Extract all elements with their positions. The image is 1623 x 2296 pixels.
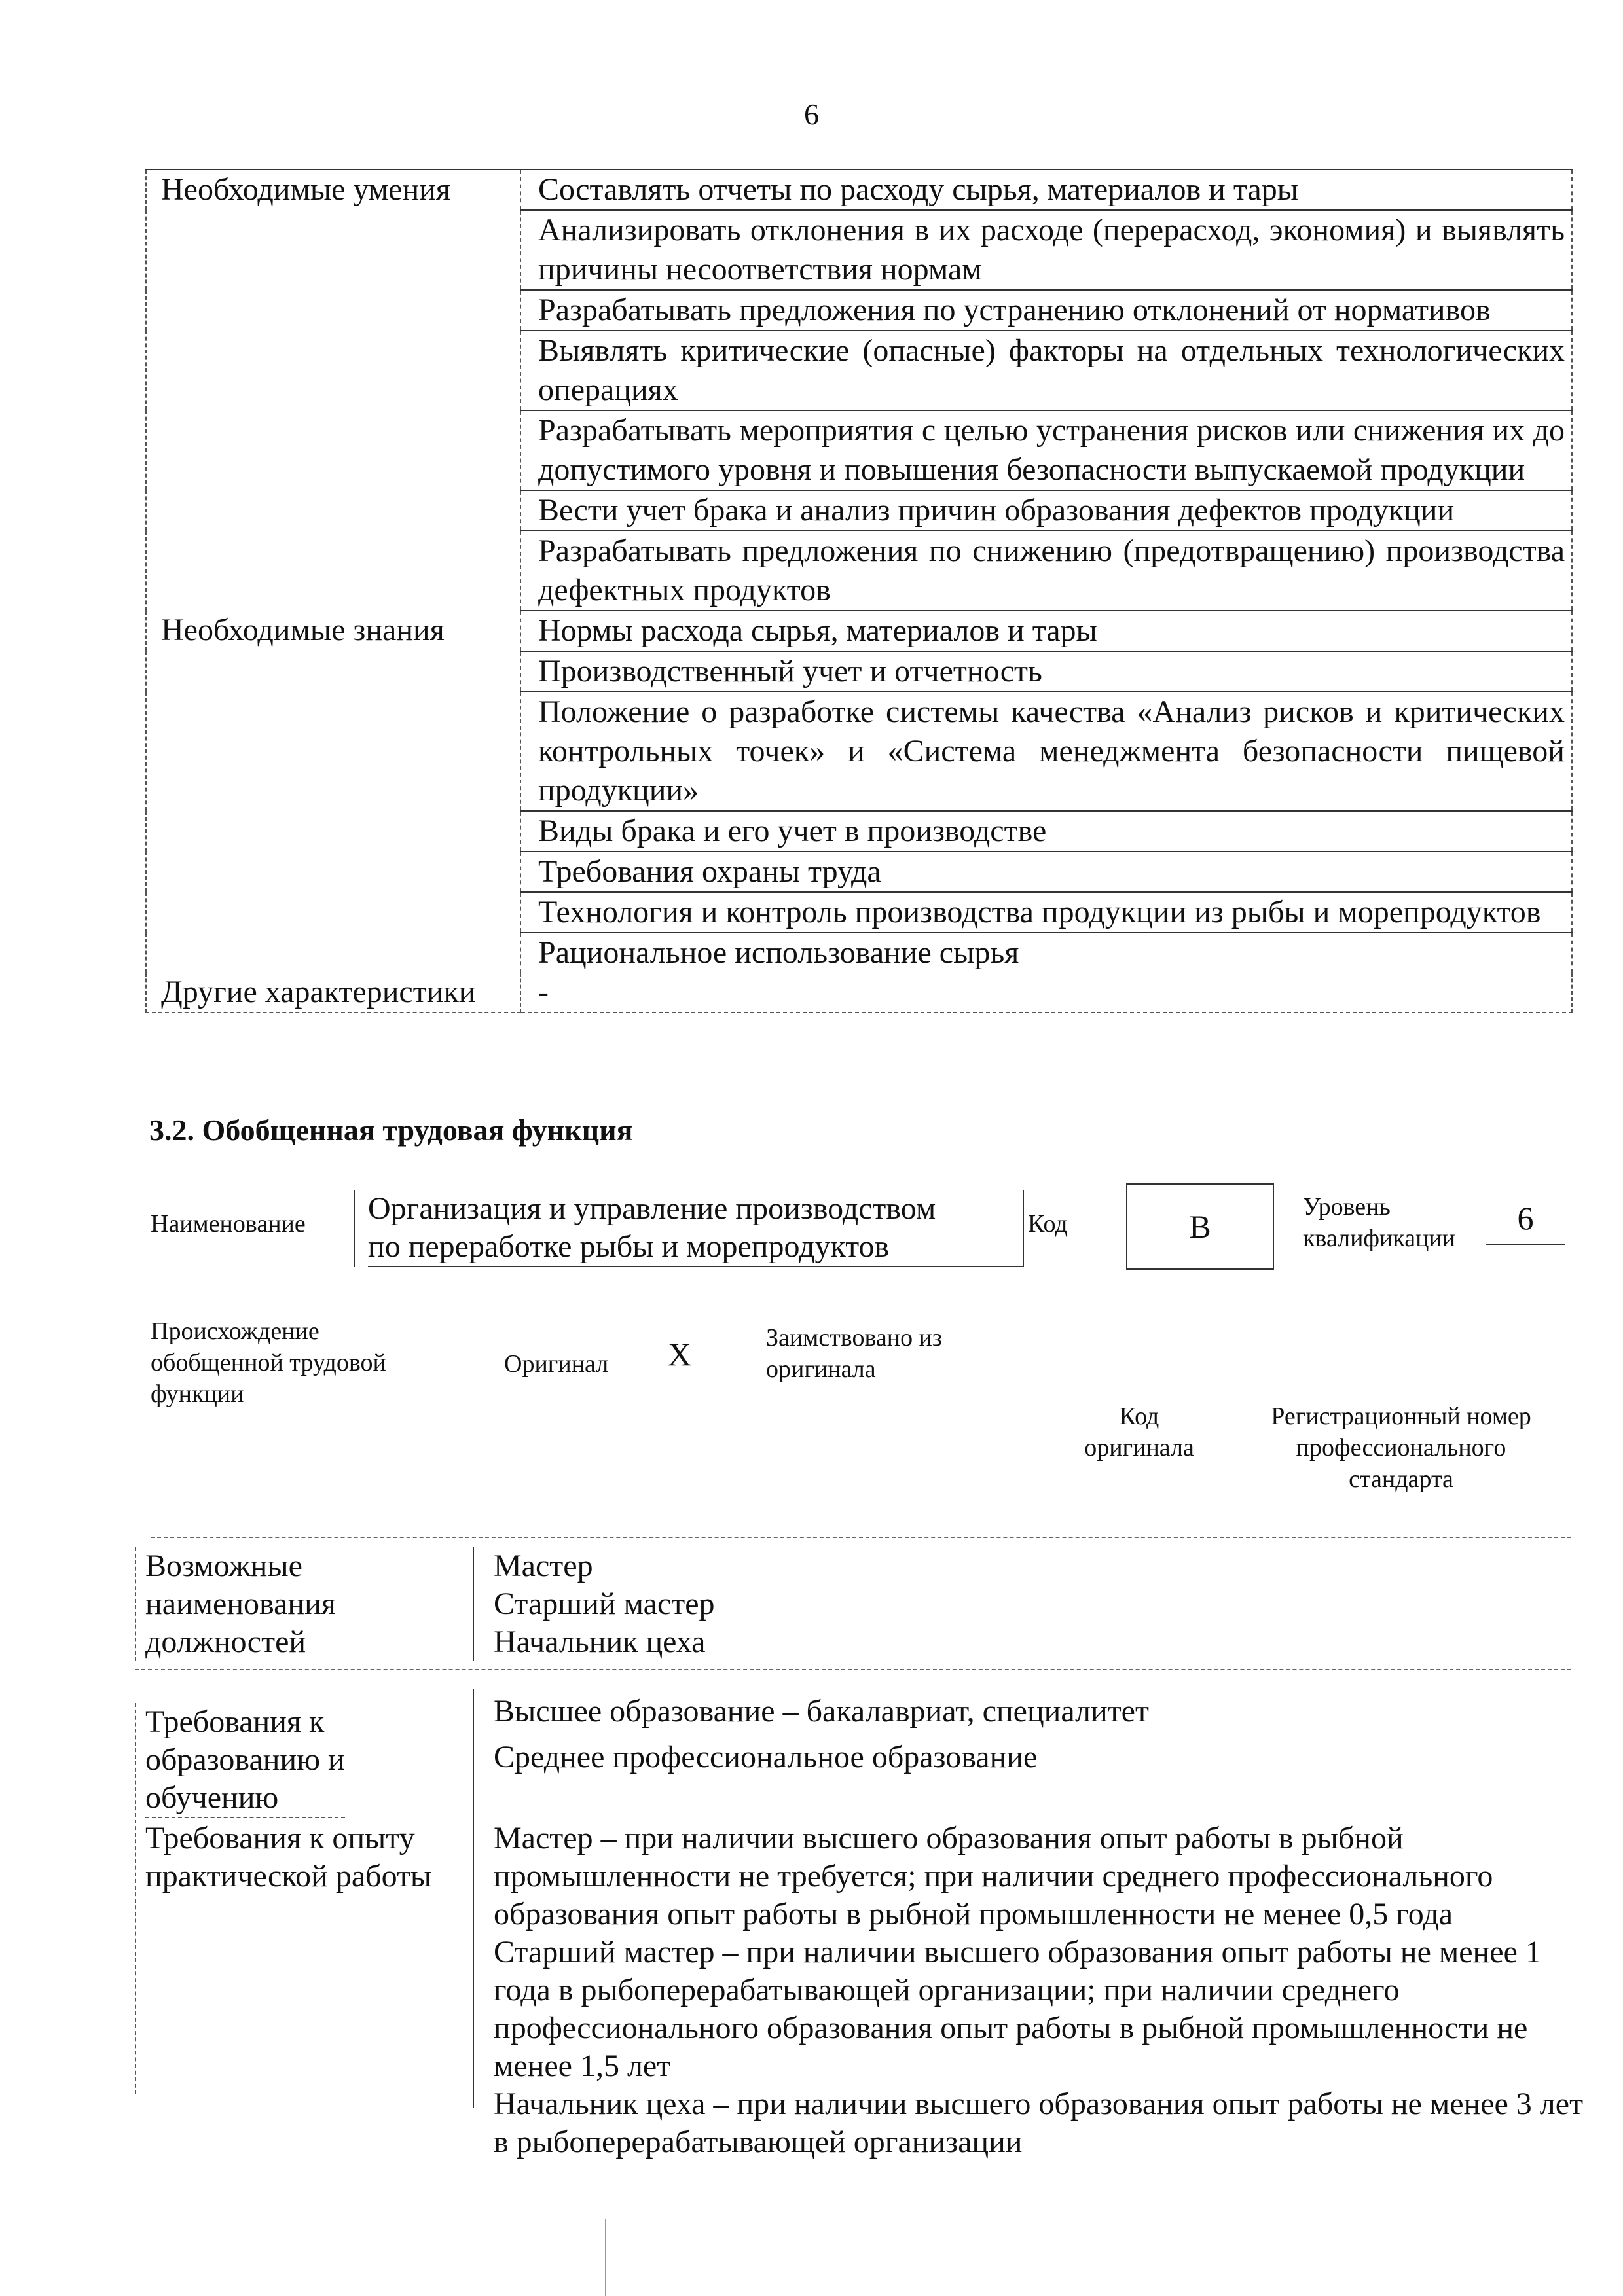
other-value: - <box>520 973 1572 1013</box>
knowledge-item: Производственный учет и отчетность <box>520 651 1572 692</box>
skills-label: Необходимые умения <box>146 170 520 611</box>
list-item: Среднее профессиональное образование <box>494 1740 1038 1774</box>
borrowed-label-line-1: Заимствовано из <box>766 1324 942 1352</box>
section-heading: 3.2. Обобщенная трудовая функция <box>149 1113 633 1147</box>
page-number: 6 <box>804 98 819 131</box>
education-label <box>135 1703 345 1817</box>
knowledge-item: Виды брака и его учет в производстве <box>520 811 1572 852</box>
borrowed-label <box>766 1322 942 1385</box>
skill-item: Разрабатывать предложения по устранению отклонений от нормативов <box>520 290 1572 331</box>
registration-number-header-line-2: профессионального <box>1296 1434 1506 1462</box>
code-label: Код <box>1028 1210 1068 1238</box>
positions-label-line-2: наименования <box>145 1587 336 1621</box>
list-item: Начальник цеха <box>494 1624 706 1659</box>
education-label-line-3: обучению <box>145 1779 345 1818</box>
knowledge-item: Требования охраны труда <box>520 852 1572 892</box>
knowledge-item: Технология и контроль производства продукции из рыбы и морепродуктов <box>520 892 1572 933</box>
experience-label <box>135 1820 431 2094</box>
positions-value <box>473 1547 1594 1661</box>
table-row <box>146 973 1572 1013</box>
experience-paragraph: Начальник цеха – при наличии высшего образования опыт работы не менее 3 лет в рыбоперерабатывающей организации <box>494 2087 1584 2159</box>
code-value: B <box>1126 1183 1274 1270</box>
borrowed-label-line-2: оригинала <box>766 1355 876 1383</box>
positions-label <box>135 1547 336 1661</box>
positions-label-line-3: должностей <box>145 1624 306 1659</box>
knowledge-item: Рациональное использование сырья <box>520 933 1572 973</box>
skill-item: Составлять отчеты по расходу сырья, материалов и тары <box>520 170 1572 210</box>
table-row <box>146 611 1572 651</box>
level-label-line-2: квалификации <box>1303 1225 1456 1252</box>
list-item: Старший мастер <box>494 1587 715 1621</box>
knowledge-item: Положение о разработке системы качества «Анализ рисков и критических контрольных точек» и «Система менеджмента безопасности пищевой продукции» <box>520 692 1572 811</box>
experience-label-line-1: Требования к опыту <box>145 1821 415 1856</box>
original-code-header-line-2: оригинала <box>1084 1434 1194 1462</box>
education-label-line-1: Требования к <box>145 1704 325 1739</box>
origin-label-line-2: обобщенной трудовой <box>151 1349 386 1376</box>
function-name <box>354 1190 1024 1267</box>
requirements-table <box>145 169 1573 1013</box>
function-name-line-1: Организация и управление производством <box>368 1191 936 1226</box>
list-item: Высшее образование – бакалавриат, специалитет <box>494 1694 1149 1729</box>
divider <box>135 1669 1571 1670</box>
name-label: Наименование <box>151 1210 306 1238</box>
list-item: Мастер <box>494 1549 593 1583</box>
original-mark: X <box>668 1336 692 1372</box>
origin-label-line-1: Происхождение <box>151 1318 319 1345</box>
positions-label-line-1: Возможные <box>145 1549 302 1583</box>
education-label-line-2: образованию и <box>145 1742 345 1777</box>
origin-label <box>151 1316 386 1410</box>
skill-item: Анализировать отклонения в их расходе (перерасход, экономия) и выявлять причины несоответствия нормам <box>520 210 1572 290</box>
table-row <box>146 170 1572 210</box>
skill-item: Разрабатывать мероприятия с целью устранения рисков или снижения их до допустимого уровня и повышения безопасности выпускаемой продукции <box>520 410 1572 490</box>
original-label: Оригинал <box>504 1350 609 1378</box>
origin-label-line-3: функции <box>151 1380 244 1408</box>
education-value <box>473 1689 1594 1820</box>
registration-number-header-line-1: Регистрационный номер <box>1271 1403 1531 1430</box>
original-code-header-line-1: Код <box>1119 1403 1159 1430</box>
original-code-header <box>1048 1401 1231 1463</box>
experience-label-line-2: практической работы <box>145 1859 432 1893</box>
registration-number-header <box>1231 1401 1571 1495</box>
function-name-line-2: по переработке рыбы и морепродуктов <box>368 1228 1023 1267</box>
divider <box>151 1537 1571 1538</box>
knowledge-item: Нормы расхода сырья, материалов и тары <box>520 611 1572 651</box>
level-value: 6 <box>1486 1199 1565 1245</box>
experience-value <box>473 1820 1594 2159</box>
skill-item: Разрабатывать предложения по снижению (предотвращению) производства дефектных продуктов <box>520 531 1572 611</box>
other-label: Другие характеристики <box>146 973 520 1013</box>
experience-paragraph: Старший мастер – при наличии высшего образования опыт работы не менее 1 года в рыбоперерабатывающей организации; при наличии среднего профессионального образования опыт работы в рыбной промышленности не менее 1,5 лет <box>494 1935 1541 2083</box>
registration-number-header-line-3: стандарта <box>1349 1465 1453 1493</box>
skill-item: Выявлять критические (опасные) факторы на отдельных технологических операциях <box>520 331 1572 410</box>
level-label-line-1: Уровень <box>1303 1193 1391 1221</box>
skill-item: Вести учет брака и анализ причин образования дефектов продукции <box>520 490 1572 531</box>
level-label <box>1303 1191 1455 1254</box>
scan-artifact-line <box>605 2219 606 2296</box>
knowledge-label: Необходимые знания <box>146 611 520 973</box>
experience-paragraph: Мастер – при наличии высшего образования опыт работы в рыбной промышленности не требуется; при наличии среднего профессионального образования опыт работы в рыбной промышленности не менее 0,5 года <box>494 1821 1493 1931</box>
